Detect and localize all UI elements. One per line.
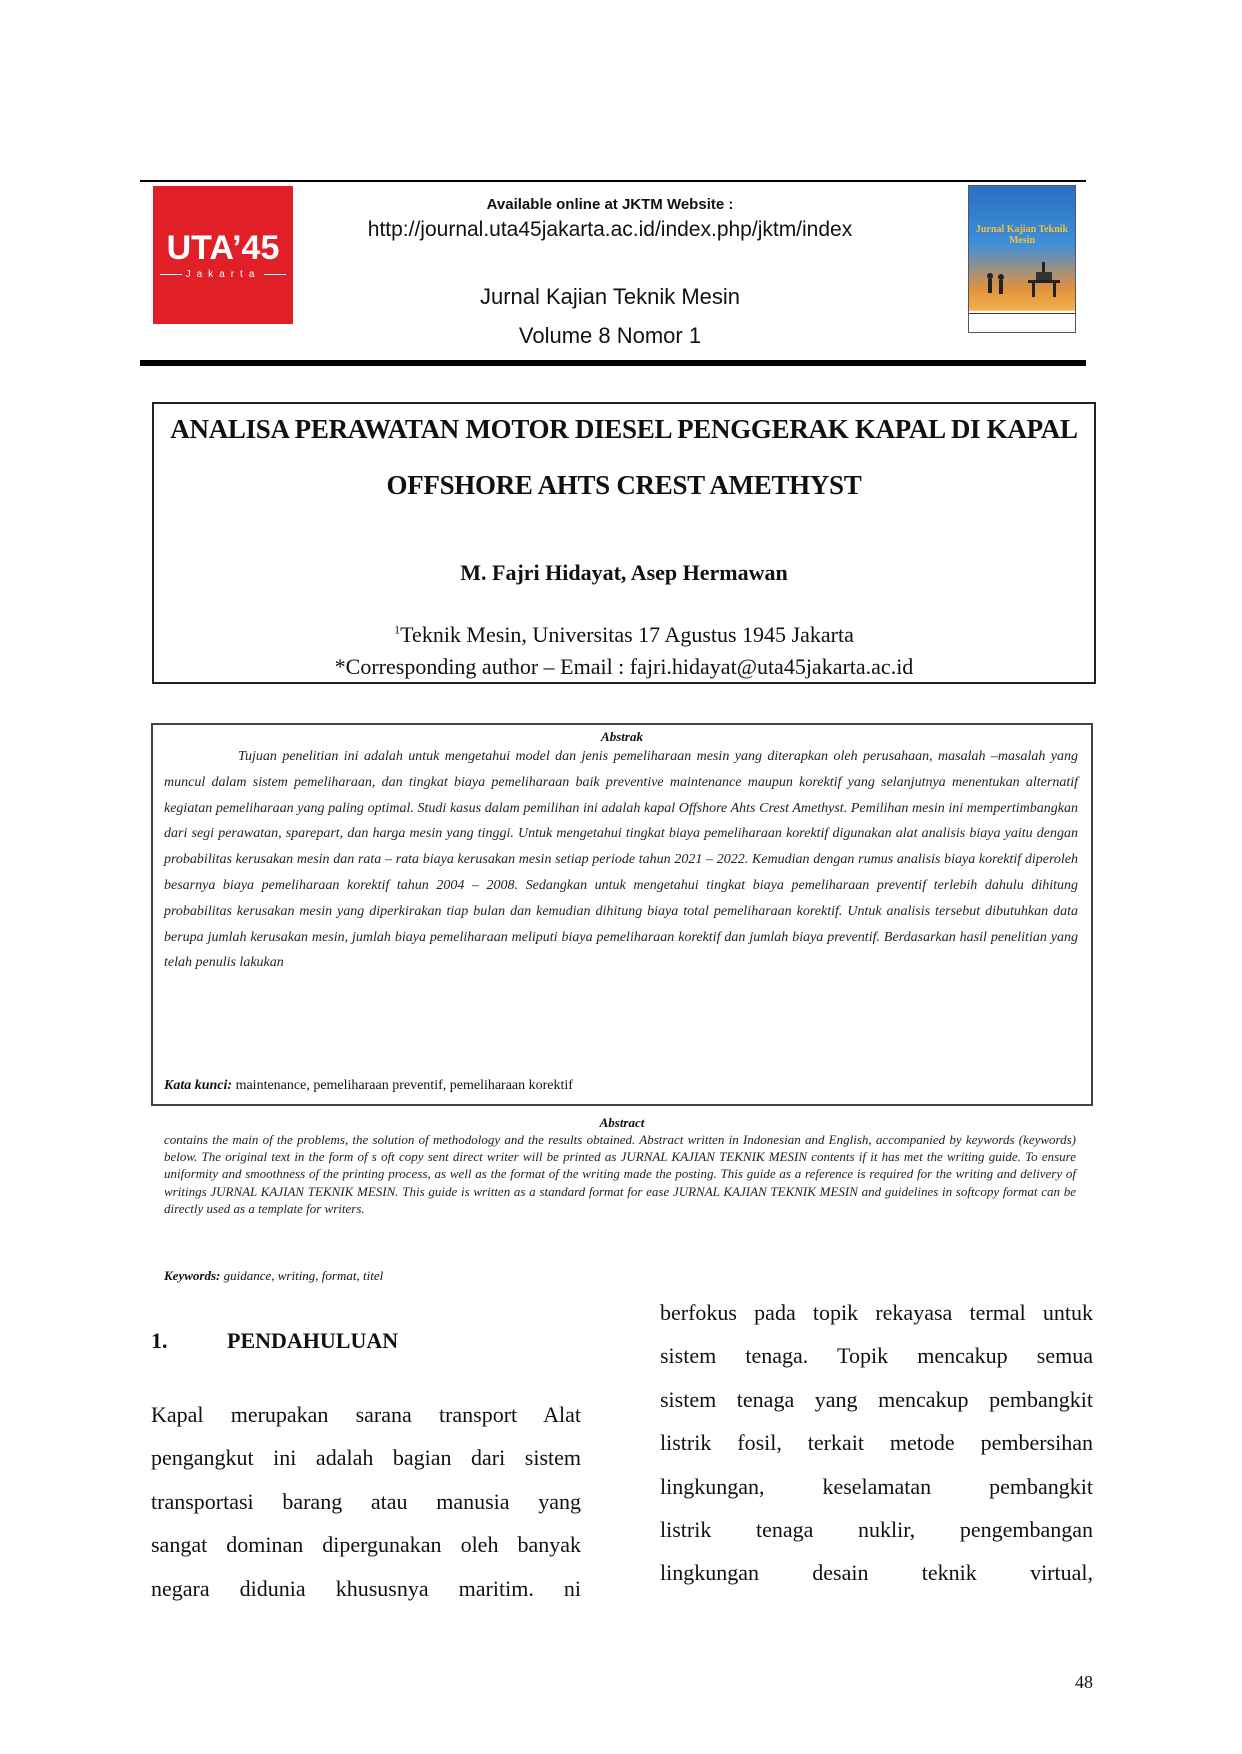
authors: M. Fajri Hidayat, Asep Hermawan [460, 560, 788, 585]
keywords [164, 1268, 383, 1284]
keywords-values: guidance, writing, format, titel [223, 1268, 384, 1283]
oil-rig-icon [1024, 258, 1064, 298]
header-top-rule [140, 180, 1086, 182]
kata-kunci-label: Kata kunci: [164, 1078, 233, 1093]
right-column [660, 1291, 1093, 1595]
abstrak-text: Tujuan penelitian ini adalah untuk mengetahui model dan jenis pemeliharaan mesin yang diterapkan oleh perusahaan, masalah –masalah yang muncul dalam sistem pemeliharaan, dan tingkat biaya pemeliharaan baik preventive maintenance maupun korektif yang selanjutnya menentukan alternatif kegiatan pemeliharaan yang paling optimal. Studi kasus dalam pemilihan ini adalah kapal Offshore Ahts Crest Amethyst. Pemilihan mesin ini mempertimbangkan dari segi perawatan, sparepart, dan harga mesin yang tinggi. Untuk mengetahui tingkat biaya pemeliharaan korektif digunakan alat analisis biaya yaitu dengan probabilitas kerusakan mesin dan rata – rata biaya kerusakan mesin setiap periode tahun 2021 – 2022. Kemudian dengan rumus analisis biaya korektif diperoleh besarnya biaya pemeliharaan korektif tahun 2004 – 2008. Sedangkan untuk mengetahui tingkat biaya pemeliharaan preventif terlebih dahulu dihitung probabilitas kerusakan mesin yang diperkirakan tiap bulan dan kemudian dihitung biaya total pemeliharaan korektif. Untuk analisis tersebut dibutuhkan data berupa jumlah kerusakan mesin, jumlah biaya pemeliharaan meliputi biaya pemeliharaan korektif dan jumlah biaya preventif. Berdasarkan hasil penelitian yang telah penulis lakukan [164, 749, 1078, 971]
abstrak-body [164, 744, 1078, 976]
journal-url[interactable]: http://journal.uta45jakarta.ac.id/index.php/jktm/index [367, 218, 853, 241]
kata-kunci [164, 1078, 573, 1094]
journal-cover-image [968, 185, 1076, 333]
section-number: 1. [151, 1328, 168, 1353]
affiliation-text: Teknik Mesin, Universitas 17 Agustus 1945 Jakarta [400, 622, 854, 647]
right-line: sistem tenaga yang mencakup pembangkit [660, 1386, 1093, 1412]
cover-title: Jurnal Kajian Teknik Mesin [975, 224, 1069, 246]
journal-volume: Volume 8 Nomor 1 [518, 323, 702, 348]
section-title: PENDAHULUAN [227, 1328, 399, 1353]
affiliation [152, 622, 1096, 648]
university-logo [153, 186, 293, 324]
left-line: negara didunia khususnya maritim. ni [151, 1575, 581, 1601]
right-line: sistem tenaga. Topik mencakup semua [660, 1343, 1093, 1369]
people-silhouette-icon [981, 270, 1011, 300]
keywords-label: Keywords: [164, 1268, 221, 1283]
abstract-body: contains the main of the problems, the solution of methodology and the results obtained. Abstract written in Indonesian and English, accompanied by keywords (keywords) below. The original text in the form of s oft copy sent direct writer will be printed as JURNAL KAJIAN TEKNIK MESIN contents if it has met the writing guide. To ensure uniformity and smoothness of the printing process, as well as the format of the writing made the posting. This guide as a reference is required for the writing and delivery of writings JURNAL KAJIAN TEKNIK MESIN. This guide is written as a standard format for ease JURNAL KAJIAN TEKNIK MESIN and guidelines in softcopy format can be directly used as a template for writers. [164, 1132, 1076, 1216]
journal-name: Jurnal Kajian Teknik Mesin [479, 284, 741, 309]
right-line: lingkungan, keselamatan pembangkit [660, 1473, 1093, 1499]
abstrak-heading: Abstrak [601, 729, 643, 744]
corresponding-author: *Corresponding author – Email : fajri.hidayat@uta45jakarta.ac.id [334, 654, 914, 679]
abstract-heading: Abstract [599, 1115, 645, 1130]
right-line: listrik fosil, terkait metode pembersihan [660, 1430, 1093, 1456]
section-heading [151, 1328, 398, 1354]
left-line: sangat dominan dipergunakan oleh banyak [151, 1532, 581, 1558]
right-line: lingkungan desain teknik virtual, [660, 1560, 1093, 1586]
paper-title-line-2: OFFSHORE AHTS CREST AMETHYST [386, 470, 862, 500]
available-online-label: Available online at JKTM Website : [486, 196, 734, 213]
right-line: berfokus pada topik rekayasa termal untuk [660, 1300, 1093, 1325]
cover-barcode [969, 313, 1075, 332]
left-column [151, 1393, 581, 1610]
right-line: listrik tenaga nuklir, pengembangan [660, 1517, 1093, 1543]
page-number: 48 [1075, 1672, 1093, 1692]
logo-text: UTA’45 [166, 228, 280, 267]
left-line: pengangkut ini adalah bagian dari sistem [151, 1445, 581, 1471]
affiliation-superscript: 1 [394, 622, 401, 637]
left-line: transportasi barang atau manusia yang [151, 1488, 581, 1514]
logo-subtext: Jakarta [160, 269, 287, 280]
header-bottom-rule [140, 360, 1086, 366]
paper-title-line-1: ANALISA PERAWATAN MOTOR DIESEL PENGGERAK KAPAL DI KAPAL [170, 414, 1078, 444]
kata-kunci-values: maintenance, pemeliharaan preventif, pemeliharaan korektif [235, 1078, 573, 1093]
left-line: Kapal merupakan sarana transport Alat [151, 1402, 581, 1427]
